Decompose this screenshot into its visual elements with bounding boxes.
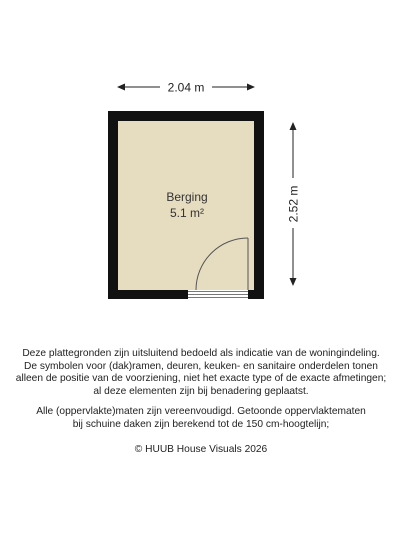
disclaimer-line: De symbolen voor (dak)ramen, deuren, keuken- en sanitaire onderdelen tonen — [24, 360, 378, 372]
disclaimer-line: al deze elementen zijn bij benadering geplaatst. — [93, 386, 309, 398]
disclaimer-paragraph-1 — [0, 348, 402, 399]
disclaimer-line: alleen de positie van de voorziening, niet het exacte type of de exacte afmetingen; — [15, 373, 387, 385]
room-name: Berging — [166, 190, 208, 204]
width-dimension — [117, 78, 255, 96]
disclaimer-line: Alle (oppervlakte)maten zijn vereenvoudigd. Getoonde oppervlaktematen — [36, 406, 366, 417]
wall-left — [108, 111, 118, 299]
wall-top — [108, 111, 264, 121]
width-label: 2.04 m — [167, 80, 205, 95]
wall-right — [254, 111, 264, 299]
height-label: 2.52 m — [286, 185, 301, 223]
height-arrow-top-icon — [290, 122, 297, 130]
door-threshold — [188, 292, 248, 298]
copyright-text: © HUUB House Visuals 2026 — [134, 444, 268, 455]
wall-bottom-right — [248, 290, 264, 299]
room-area: 5.1 m² — [169, 206, 205, 220]
height-arrow-bottom-icon — [290, 278, 297, 286]
width-arrow-right-icon — [247, 84, 255, 91]
width-arrow-left-icon — [117, 84, 125, 91]
wall-bottom-left — [108, 290, 188, 299]
disclaimer-line: bij schuine daken zijn berekend tot de 150 cm-hoogtelijn; — [72, 418, 330, 430]
disclaimer-paragraph-2 — [0, 406, 402, 431]
height-dimension — [284, 122, 302, 286]
disclaimer-line: Deze plattegronden zijn uitsluitend bedoeld als indicatie van de woningindeling. — [22, 348, 380, 359]
copyright-notice — [0, 444, 402, 457]
